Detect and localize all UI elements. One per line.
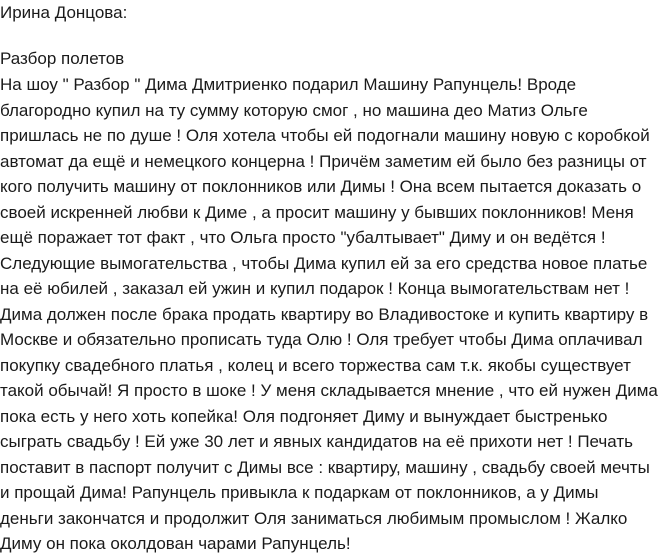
post-line: пока есть у него хоть копейка! Оля подгоняет Диму и вынуждает быстренько: [0, 406, 608, 426]
post-line: сыграть свадьбу ! Ей уже 30 лет и явных кандидатов на её прихоти нет ! Печать: [0, 432, 634, 451]
post-body: [0, 72, 668, 557]
post-line: Дима должен после брака продать квартиру во Владивостоке и купить квартиру в: [0, 304, 649, 324]
post-line: пришлась не по душе ! Оля хотела чтобы ей подогнали машину новую с коробкой: [0, 126, 650, 145]
post-line: На шоу " Разбор " Дима Дмитриенко подарил Машину Рапунцель! Вроде: [0, 75, 577, 94]
post-line: на её юбилей , заказал ей ужин и купил подарок ! Конца вымогательствам нет !: [0, 279, 630, 298]
post-line: деньги закончатся и продолжит Оля заниматься любимым промыслом ! Жалко: [0, 508, 628, 528]
post-author: Ирина Донцова:: [0, 3, 128, 22]
post-line: поставит в паспорт получит с Димы все : квартиру, машину , свадьбу своей мечты: [0, 457, 650, 477]
post-line: Москве и обязательно прописать туда Олю ! Оля требует чтобы Дима оплачивал: [0, 330, 643, 349]
post-line: и прощай Дима! Рапунцель привыкла к подаркам от поклонников, а у Димы: [0, 483, 599, 502]
post-line: автомат да ещё и немецкого концерна ! Причём заметим ей было без разницы от: [0, 151, 647, 171]
post-line: такой обычай! Я просто в шоке ! У меня складывается мнение , что ей нужен Дима: [0, 381, 658, 400]
spacer: [0, 26, 668, 46]
post-line: Следующие вымогательства , чтобы Дима купил ей за его средства новое платье: [0, 253, 648, 273]
post-line: своей искренней любви к Диме , а просит машину у бывших поклонников! Меня: [0, 202, 634, 222]
post-line: Диму он пока околдован чарами Рапунцель!: [0, 534, 351, 553]
post-line: благородно купил на ту сумму которую смог , но машина део Матиз Ольге: [0, 100, 588, 120]
post-line: покупку свадебного платья , колец и всего торжества сам т.к. якобы существует: [0, 355, 631, 375]
post-title: Разбор полетов: [0, 49, 125, 68]
post-line: кого получить машину от поклонников или Димы ! Она всем пытается доказать о: [0, 177, 642, 196]
post-line: ещё поражает тот факт , что Ольга просто "убалтывает" Диму и он ведётся !: [0, 228, 606, 247]
